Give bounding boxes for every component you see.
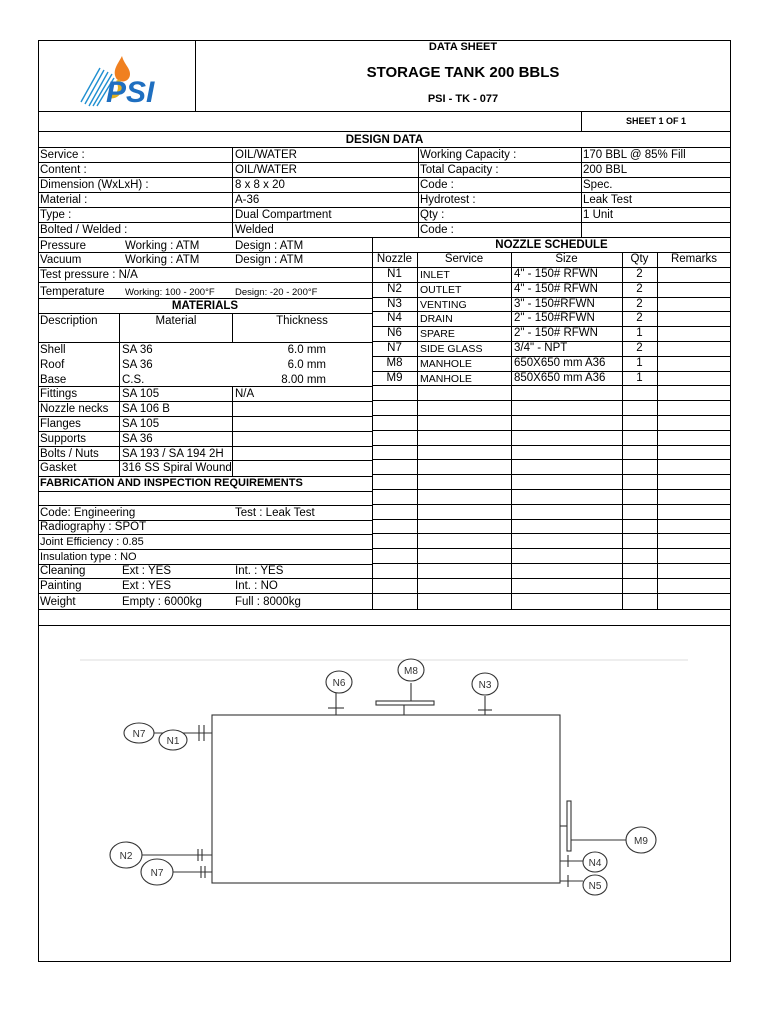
nozzle-service: SIDE GLASS	[420, 343, 483, 355]
design-cell: 170 BBL @ 85% Fill	[583, 149, 686, 161]
material-name: SA 106 B	[122, 403, 170, 416]
row-divider	[372, 504, 731, 505]
psi-logo-icon	[78, 50, 170, 108]
design-data-heading: DESIGN DATA	[345, 134, 424, 146]
nozzle-service: SPARE	[420, 328, 455, 341]
label-n3: N3	[478, 680, 492, 691]
label-m9: M9	[634, 836, 648, 847]
pressure-label: Pressure	[40, 240, 87, 252]
row-divider	[38, 446, 372, 447]
row-divider	[38, 401, 372, 402]
row-divider	[372, 489, 731, 490]
materials-heading: MATERIALS	[171, 300, 239, 312]
nozzle-size: 850X650 mm A36	[514, 371, 606, 384]
design-cell: 200 BBL	[583, 164, 628, 176]
row-divider	[372, 593, 731, 594]
nozzle-qty: 1	[636, 327, 643, 340]
nozzle-size: 3" - 150#RFWN	[514, 297, 595, 310]
design-cell: Bolted / Welded :	[40, 224, 128, 236]
row-divider	[38, 222, 731, 223]
design-cell: OIL/WATER	[235, 164, 297, 176]
nozzle-id: N1	[387, 268, 402, 280]
material-description: Shell	[40, 344, 66, 356]
vacuum-design: Design : ATM	[235, 254, 304, 266]
doc-type: DATA SHEET	[428, 41, 498, 53]
label-n5: N5	[588, 881, 602, 892]
materials-header-thickness: Thickness	[276, 315, 328, 327]
row-divider	[38, 207, 731, 208]
nozzle-header-service: Service	[444, 253, 484, 265]
radiography: Radiography : SPOT	[40, 521, 147, 533]
svg-text:PSI: PSI	[106, 76, 155, 108]
design-cell: Service :	[40, 149, 85, 161]
row-divider	[372, 430, 731, 431]
nozzle-id: M8	[386, 356, 403, 369]
nozzle-id: N2	[387, 282, 402, 295]
row-divider	[372, 548, 731, 549]
fabrication-test: Test : Leak Test	[235, 507, 315, 519]
design-cell: Dimension (WxLxH) :	[40, 179, 149, 191]
material-name: SA 193 / SA 194 2H	[122, 447, 224, 460]
design-cell: Welded	[235, 224, 274, 236]
cleaning-ext: Ext : YES	[122, 565, 172, 577]
row-divider	[372, 578, 731, 579]
design-cell: Dual Compartment	[235, 209, 332, 221]
row-divider	[372, 385, 731, 386]
nozzle-qty: 2	[636, 297, 643, 310]
design-cell: Working Capacity :	[420, 149, 517, 161]
vacuum-label: Vacuum	[40, 254, 82, 266]
insulation-type: Insulation type : NO	[40, 551, 137, 563]
row-divider	[38, 416, 372, 417]
pressure-design: Design : ATM	[235, 240, 304, 252]
sheet-number: SHEET 1 OF 1	[625, 116, 687, 126]
temperature-design: Design: -20 - 200°F	[235, 287, 318, 298]
tag-number: PSI - TK - 077	[427, 93, 499, 105]
material-description: Roof	[40, 358, 65, 371]
design-cell: OIL/WATER	[235, 149, 297, 161]
vacuum-working: Working : ATM	[125, 254, 200, 266]
tank-shell	[212, 715, 560, 883]
row-divider	[372, 415, 731, 416]
material-description: Gasket	[40, 462, 77, 475]
material-name: SA 105	[122, 418, 160, 430]
material-name: 316 SS Spiral Wound	[122, 462, 232, 475]
temperature-working: Working: 100 - 200°F	[125, 287, 215, 298]
material-description: Supports	[40, 432, 87, 445]
painting-label: Painting	[40, 580, 82, 592]
nozzle-qty: 1	[636, 371, 643, 384]
weight-label: Weight	[40, 596, 76, 608]
design-cell: Content :	[40, 164, 87, 176]
nozzle-service: OUTLET	[420, 283, 462, 296]
design-cell: A-36	[235, 194, 260, 206]
row-divider	[372, 400, 731, 401]
fabrication-heading: FABRICATION AND INSPECTION REQUIREMENTS	[40, 477, 303, 489]
nozzle-id: N4	[387, 312, 402, 325]
material-description: Flanges	[40, 418, 81, 430]
painting-int: Int. : NO	[235, 580, 278, 592]
weight-full: Full : 8000kg	[235, 596, 301, 608]
row-divider	[38, 386, 372, 387]
material-name: SA 36	[122, 358, 153, 371]
nozzle-size: 3/4" - NPT	[514, 342, 568, 354]
row-divider	[38, 460, 372, 461]
material-name: SA 105	[122, 388, 160, 401]
nozzle-service: INLET	[420, 269, 450, 281]
design-cell: Material :	[40, 194, 88, 206]
nozzle-size: 4" - 150# RFWN	[514, 282, 598, 295]
nozzle-header-nozzle: Nozzle	[376, 253, 413, 265]
nozzle-schedule-heading: NOZZLE SCHEDULE	[495, 239, 608, 251]
label-n7-top: N7	[132, 729, 146, 740]
nozzle-size: 4" - 150# RFWN	[514, 268, 598, 280]
design-cell: Leak Test	[583, 194, 633, 206]
material-description: Base	[40, 373, 67, 386]
row-divider	[372, 519, 731, 520]
material-description: Nozzle necks	[40, 403, 109, 416]
fabrication-code: Code: Engineering	[40, 507, 136, 519]
nozzle-qty: 1	[636, 356, 643, 369]
design-cell: Code :	[420, 179, 454, 191]
material-thickness: 6.0 mm	[287, 344, 326, 356]
label-n4: N4	[588, 858, 602, 869]
material-name: SA 36	[122, 432, 153, 445]
company-logo	[78, 50, 170, 108]
row-divider	[372, 459, 731, 460]
row-divider	[38, 162, 731, 163]
row-divider	[372, 474, 731, 475]
design-cell: Qty :	[420, 209, 445, 221]
design-cell: 1 Unit	[583, 209, 614, 221]
nozzle-service: DRAIN	[420, 313, 453, 326]
nozzle-service: VENTING	[420, 298, 467, 311]
label-n7-bottom: N7	[150, 868, 164, 879]
design-cell: Type :	[40, 209, 72, 221]
nozzle-id: N7	[387, 342, 402, 354]
test-pressure: Test pressure : N/A	[40, 269, 138, 281]
row-divider	[372, 533, 731, 534]
joint-efficiency: Joint Efficiency : 0.85	[40, 536, 144, 548]
nozzle-id: M9	[386, 371, 403, 384]
nozzle-qty: 2	[636, 268, 643, 280]
label-m8: M8	[404, 666, 418, 677]
nozzle-header-size: Size	[555, 253, 578, 265]
nozzle-size: 2" - 150# RFWN	[514, 327, 598, 340]
design-cell: Hydrotest :	[420, 194, 476, 206]
nozzle-size: 2" - 150#RFWN	[514, 312, 595, 325]
cleaning-label: Cleaning	[40, 565, 86, 577]
label-n2: N2	[119, 851, 133, 862]
row-divider	[38, 431, 372, 432]
row-divider	[372, 445, 731, 446]
label-n1: N1	[166, 736, 180, 747]
nozzle-size: 650X650 mm A36	[514, 356, 606, 369]
pressure-working: Working : ATM	[125, 240, 200, 252]
label-n6: N6	[332, 678, 346, 689]
material-thickness: 8.00 mm	[281, 373, 326, 386]
tank-drawing	[38, 626, 731, 961]
nozzle-qty: 2	[636, 312, 643, 325]
material-thickness: 6.0 mm	[287, 358, 326, 371]
cleaning-int: Int. : YES	[235, 565, 284, 577]
material-thickness: N/A	[235, 388, 255, 401]
materials-header-description: Description	[40, 315, 98, 327]
nozzle-header-qty: Qty	[630, 253, 649, 265]
weight-empty: Empty : 6000kg	[122, 596, 202, 608]
temperature-label: Temperature	[40, 286, 105, 298]
nozzle-service: MANHOLE	[420, 372, 472, 385]
design-cell: 8 x 8 x 20	[235, 179, 285, 191]
material-description: Fittings	[40, 388, 78, 401]
material-description: Bolts / Nuts	[40, 447, 99, 460]
row-divider	[38, 192, 731, 193]
nozzle-id: N3	[387, 297, 402, 310]
nozzle-id: N6	[387, 327, 402, 340]
page-title: STORAGE TANK 200 BBLS	[366, 64, 560, 81]
design-cell: Total Capacity :	[420, 164, 499, 176]
row-divider	[372, 563, 731, 564]
design-cell: Code :	[420, 224, 454, 236]
material-name: SA 36	[122, 344, 153, 356]
nozzle-qty: 2	[636, 282, 643, 295]
nozzle-qty: 2	[636, 342, 643, 354]
design-cell: Spec.	[583, 179, 613, 191]
painting-ext: Ext : YES	[122, 580, 172, 592]
nozzle-service: MANHOLE	[420, 357, 472, 370]
material-name: C.S.	[122, 373, 145, 386]
row-divider	[38, 177, 731, 178]
materials-header-material: Material	[155, 315, 197, 327]
nozzle-header-remarks: Remarks	[670, 253, 717, 265]
